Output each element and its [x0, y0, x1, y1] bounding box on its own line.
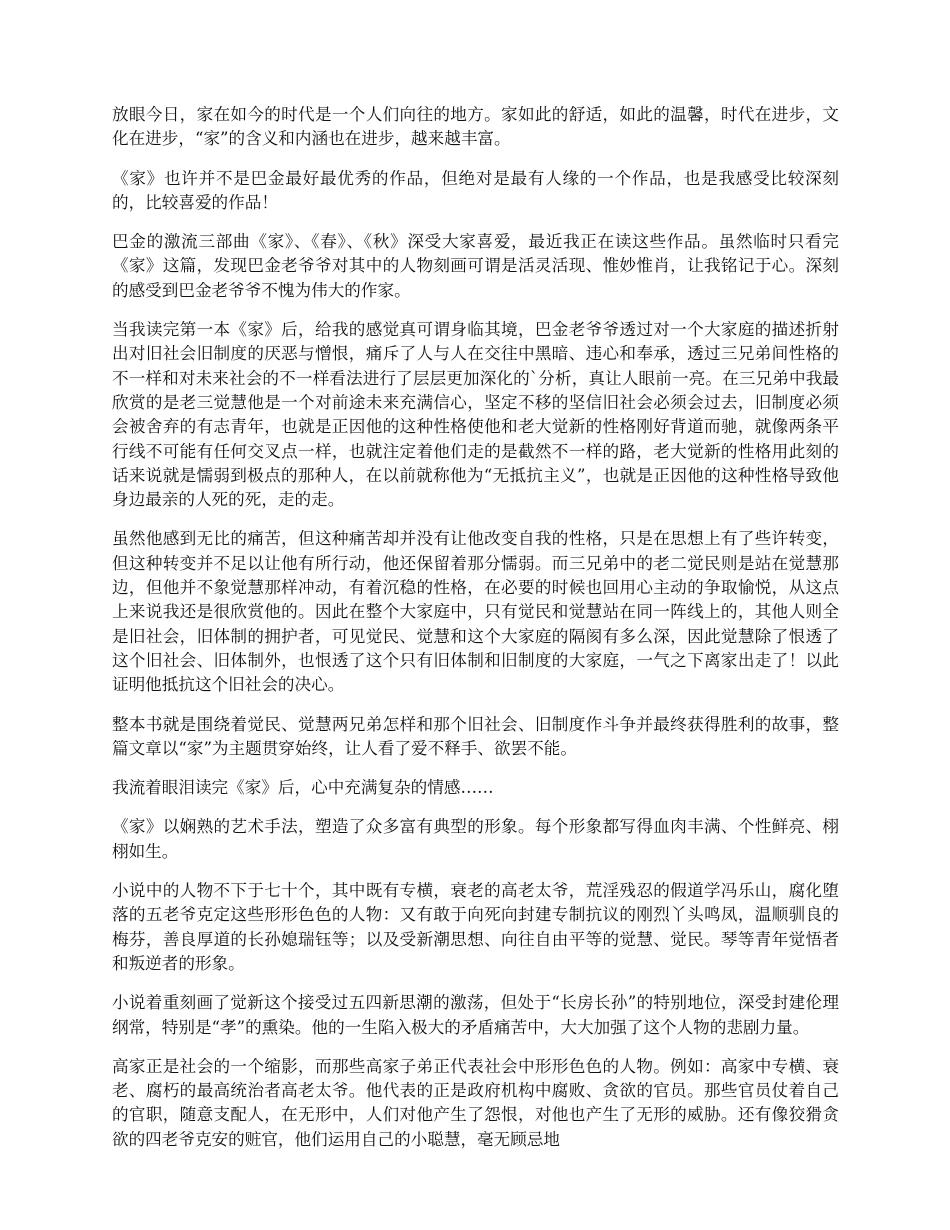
paragraph: 巴金的激流三部曲《家》、《春》、《秋》深受大家喜爱，最近我正在读这些作品。虽然临时只看完《家》这篇，发现巴金老爷爷对其中的人物刻画可谓是活灵活现、惟妙惟肖，让我铭记于心。深刻的感受到巴金老爷爷不愧为伟大的作家。	[112, 232, 839, 300]
paragraph: 虽然他感到无比的痛苦，但这种痛苦却并没有让他改变自我的性格，只是在思想上有了些许转变，但这种转变并不足以让他有所行动，他还保留着那分懦弱。而三兄弟中的老二觉民则是站在觉慧那边，但他并不象觉慧那样冲动，有着沉稳的性格，在必要的时候也回用心主动的争取愉悦，从这点上来说我还是很欣赏他的。因此在整个大家庭中，只有觉民和觉慧站在同一阵线上的，其他人则全是旧社会，旧体制的拥护者，可见觉民、觉慧和这个大家庭的隔阂有多么深，因此觉慧除了恨透了这个旧社会、旧体制外，也恨透了这个只有旧体制和旧制度的大家庭，一气之下离家出走了！以此证明他抵抗这个旧社会的决心。	[112, 529, 839, 695]
paragraph: 《家》以娴熟的艺术手法，塑造了众多富有典型的形象。每个形象都写得血肉丰满、个性鲜亮、栩栩如生。	[112, 817, 839, 861]
paragraph: 《家》也许并不是巴金最好最优秀的作品，但绝对是最有人缘的一个作品，也是我感受比较深刻的，比较喜爱的作品！	[112, 168, 839, 212]
paragraph: 放眼今日，家在如今的时代是一个人们向往的地方。家如此的舒适，如此的温馨，时代在进步，文化在进步，“家”的含义和内涵也在进步，越来越丰富。	[112, 105, 839, 149]
paragraph: 高家正是社会的一个缩影，而那些高家子弟正代表社会中形形色色的人物。例如：高家中专横、衰老、腐朽的最高统治者高老太爷。他代表的正是政府机构中腐败、贪欲的官员。那些官员仗着自己的官职，随意支配人，在无形中，人们对他产生了怨恨，对他也产生了无形的威胁。还有像狡猾贪欲的四老爷克安的赃官，他们运用自己的小聪慧，毫无顾忌地	[112, 1056, 839, 1149]
paragraph: 小说中的人物不下于七十个，其中既有专横，衰老的高老太爷，荒淫残忍的假道学冯乐山，腐化堕落的五老爷克定这些形形色色的人物：又有敢于向死向封建专制抗议的刚烈丫头鸣凤，温顺驯良的梅芬，善良厚道的长孙媳瑞钰等；以及受新潮思想、向往自由平等的觉慧、觉民。琴等青年觉悟者和叛逆者的形象。	[112, 881, 839, 973]
paragraph: 小说着重刻画了觉新这个接受过五四新思潮的激荡，但处于“长房长孙”的特别地位，深受封建伦理纲常，特别是“孝”的熏染。他的一生陷入极大的矛盾痛苦中，大大加强了这个人物的悲剧力量。	[112, 993, 839, 1037]
paragraph: 整本书就是围绕着觉民、觉慧两兄弟怎样和那个旧社会、旧制度作斗争并最终获得胜利的故事，整篇文章以“家”为主题贯穿始终，让人看了爱不释手、欲罢不能。	[112, 714, 839, 758]
paragraph: 当我读完第一本《家》后，给我的感觉真可谓身临其境，巴金老爷爷透过对一个大家庭的描述折射出对旧社会旧制度的厌恶与憎恨，痛斥了人与人在交往中黑暗、违心和奉承，透过三兄弟间性格的不一样和对未来社会的不一样看法进行了层层更加深化的`分析，真让人眼前一亮。在三兄弟中我最欣赏的是老三觉慧他是一个对前途未来充满信心，坚定不移的坚信旧社会必须会过去，旧制度必须会被舍弃的有志青年，也就是正因他的这种性格使他和老大觉新的性格刚好背道而驰，就像两条平行线不可能有任何交叉点一样，也就注定着他们走的是截然不一样的路，老大觉新的性格用此刻的话来说就是懦弱到极点的那种人，在以前就称他为“无抵抗主义”，也就是正因他的这种性格导致他身边最亲的人死的死，走的走。	[112, 320, 839, 510]
document-body	[112, 103, 839, 1167]
paragraph: 我流着眼泪读完《家》后，心中充满复杂的情感……	[112, 778, 494, 798]
